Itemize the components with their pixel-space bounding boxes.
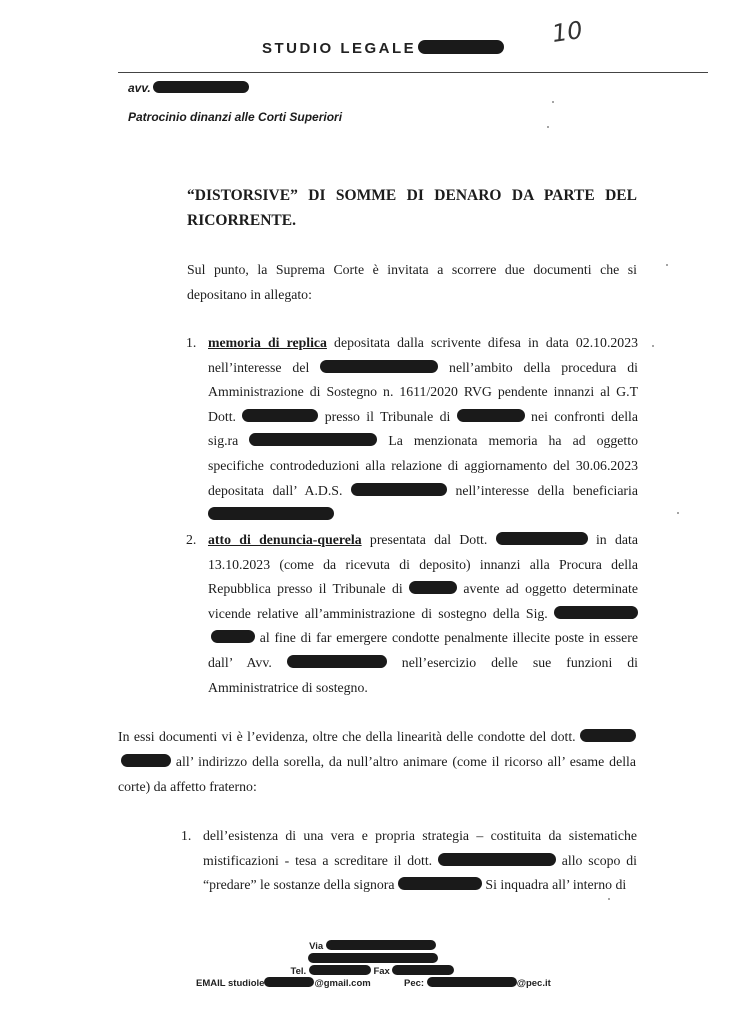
footer-address-line-2	[0, 953, 745, 965]
text-run: presentata dal Dott.	[361, 532, 496, 547]
list-item	[186, 528, 639, 700]
address-label: Via	[309, 941, 324, 952]
header-firm-name	[262, 40, 504, 57]
text-run: nell’ambito della procedura di Amministrazione di Sostegno n. 1611/2020 RVG pendente innanzi al G.T Dott.	[208, 359, 638, 424]
list-number: 2.	[186, 532, 197, 547]
lawyer-prefix: avv.	[128, 81, 151, 95]
handwritten-page-number: 10	[550, 16, 585, 48]
redaction	[320, 360, 438, 373]
email-domain: @gmail.com	[314, 978, 371, 989]
text-run: al fine di far emergere condotte penalmente illecite poste in essere dall’ Avv.	[208, 630, 638, 670]
text-run: La menzionata memoria ha ad oggetto specifiche controdeduzioni alla relazione di aggiornamento del 30.06.2023 depositata dall’ A.D.S.	[208, 433, 638, 498]
scan-speck	[666, 264, 668, 266]
pec-label: Pec:	[403, 978, 425, 989]
intro-paragraph: Sul punto, la Suprema Corte è invitata a scorrere due documenti che si depositano in allegato:	[187, 262, 637, 302]
redaction	[287, 655, 387, 668]
redaction	[153, 81, 249, 93]
redaction	[438, 853, 556, 866]
redaction	[308, 953, 438, 963]
redaction	[351, 483, 447, 496]
redaction	[392, 965, 454, 975]
text-run: Si inquadra all’ interno di	[481, 877, 627, 893]
text-run: nei confronti della sig.ra	[208, 408, 638, 449]
section-heading: “DISTORSIVE” DI SOMME DI DENARO DA PARTE DEL RICORRENTE.	[187, 187, 637, 229]
fax-label: Fax	[373, 966, 390, 977]
text-run: In essi documenti vi è l’evidenza, oltre che della linearità delle condotte del dott.	[118, 729, 580, 744]
evidence-paragraph	[118, 724, 636, 799]
phone-label: Tel.	[290, 966, 307, 977]
text-run: depositata dalla scrivente difesa in data 02.10.2023 nell’interesse del	[208, 335, 638, 375]
list-number: 1.	[181, 828, 192, 843]
text-run: in data 13.10.2023 (come da ricevuta di deposito) innanzi alla Procura della Repubblica presso il Tribunale di	[208, 532, 639, 597]
footer-email	[196, 977, 556, 989]
footer-address	[0, 940, 745, 952]
scan-speck	[552, 101, 554, 103]
footer-phone	[0, 965, 745, 977]
list-number: 1.	[186, 335, 197, 350]
redaction	[326, 940, 436, 950]
scan-speck	[652, 345, 654, 347]
redaction	[211, 630, 255, 643]
email-label: EMAIL studiole	[196, 978, 265, 989]
scan-speck	[677, 512, 679, 514]
text-run: presso il Tribunale di	[318, 408, 457, 424]
redaction	[418, 40, 504, 54]
redaction	[264, 977, 314, 987]
text-run: nell’interesse della beneficiaria	[446, 482, 638, 498]
redaction	[121, 754, 171, 767]
redaction	[457, 409, 525, 422]
list-item	[186, 331, 638, 528]
document-title: memoria di replica	[208, 335, 327, 350]
redaction	[398, 877, 482, 890]
redaction	[496, 532, 588, 545]
lawyer-name	[128, 81, 249, 95]
redaction	[427, 977, 517, 987]
document-title: atto di denuncia-querela	[208, 532, 362, 547]
text-run: avente ad oggetto determinate vicende relative all’amministrazione di sostegno della Sig.	[208, 581, 638, 621]
text-run: nell’esercizio delle sue funzioni di Amministratrice di sostegno.	[208, 654, 639, 695]
list-item	[181, 824, 637, 898]
pec-domain: @pec.it	[516, 978, 551, 989]
firm-label: STUDIO LEGALE	[262, 40, 417, 57]
redaction	[309, 965, 371, 975]
scan-speck	[547, 126, 549, 128]
scan-speck	[608, 898, 610, 900]
redaction	[208, 507, 334, 520]
redaction	[242, 409, 318, 422]
text-run: all’ indirizzo della sorella, da null’altro animare (come il ricorso all’ esame della corte) da affetto fraterno:	[118, 754, 636, 794]
header-divider	[118, 72, 708, 73]
practice-area: Patrocinio dinanzi alle Corti Superiori	[128, 110, 343, 124]
redaction	[409, 581, 457, 594]
text-run: dell’esistenza di una vera e propria strategia – costituita da sistematiche mistificazioni - tesa a screditare il dott.	[203, 828, 637, 868]
redaction	[249, 433, 377, 446]
redaction	[580, 729, 636, 742]
text-run: allo scopo di “predare” le sostanze della signora	[203, 852, 637, 893]
redaction	[554, 606, 638, 619]
